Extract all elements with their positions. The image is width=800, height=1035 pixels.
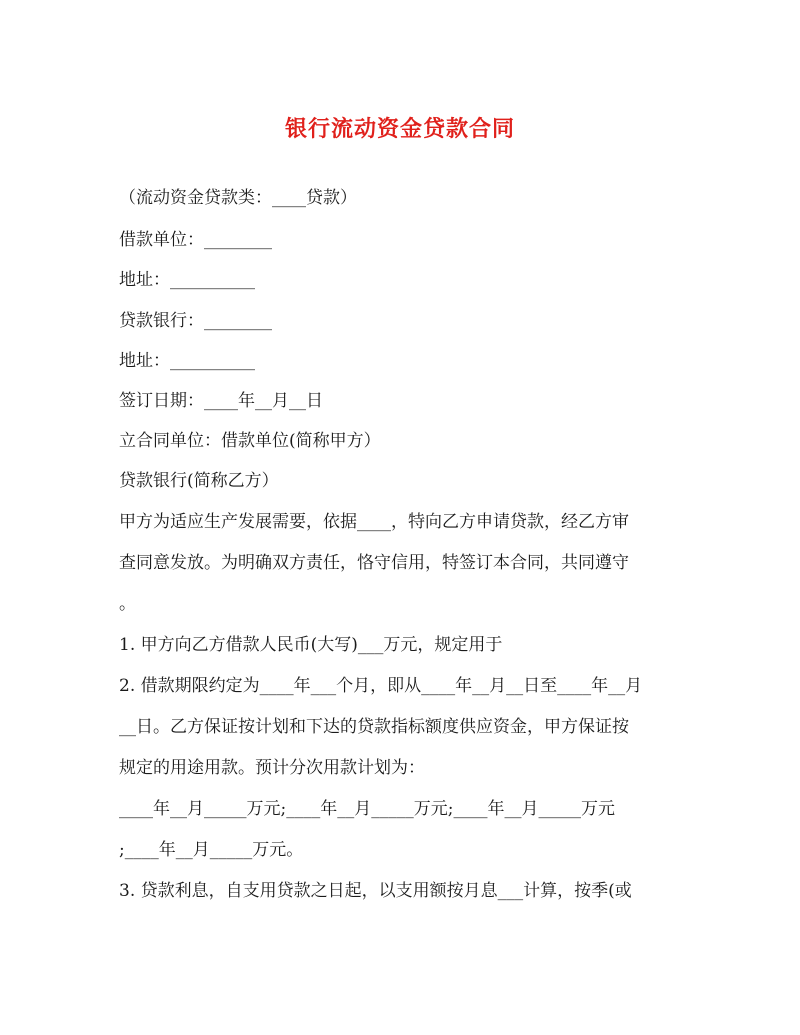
clause-1-line: 1. 甲方向乙方借款人民币(大写)___万元，规定用于 xyxy=(119,635,503,655)
document-title: 银行流动资金贷款合同 xyxy=(284,116,515,142)
lender-address-line: 地址：__________ xyxy=(119,351,255,371)
clause-2-line: 规定的用途用款。预计分次用款计划为： xyxy=(119,758,425,778)
schedule-line: ;____年__月_____万元。 xyxy=(119,840,304,860)
borrower-address-line: 地址：__________ xyxy=(119,270,255,290)
clause-2-line: 2. 借款期限约定为____年___个月，即从____年__月__日至____年__月 xyxy=(119,676,643,696)
paragraph-line: 。 xyxy=(119,594,136,614)
lender-line: 贷款银行：________ xyxy=(119,311,272,331)
party-b-line: 贷款银行(简称乙方） xyxy=(119,471,279,491)
paragraph-line: 甲方为适应生产发展需要，依据____，特向乙方申请贷款，经乙方审 xyxy=(119,512,629,532)
party-a-line: 立合同单位：借款单位(简称甲方） xyxy=(119,431,381,451)
schedule-line: ____年__月_____万元;____年__月_____万元;____年__月_____万元 xyxy=(119,799,615,819)
clause-3-line: 3. 贷款利息，自支用贷款之日起，以支用额按月息___计算，按季(或 xyxy=(119,881,632,901)
loan-type-line: （流动资金贷款类：____贷款） xyxy=(119,188,357,208)
signing-date-line: 签订日期：____年__月__日 xyxy=(119,391,323,411)
clause-2-line: __日。乙方保证按计划和下达的贷款指标额度供应资金，甲方保证按 xyxy=(119,717,629,737)
paragraph-line: 查同意发放。为明确双方责任，恪守信用，特签订本合同，共同遵守 xyxy=(119,553,629,573)
borrower-line: 借款单位：________ xyxy=(119,230,272,250)
